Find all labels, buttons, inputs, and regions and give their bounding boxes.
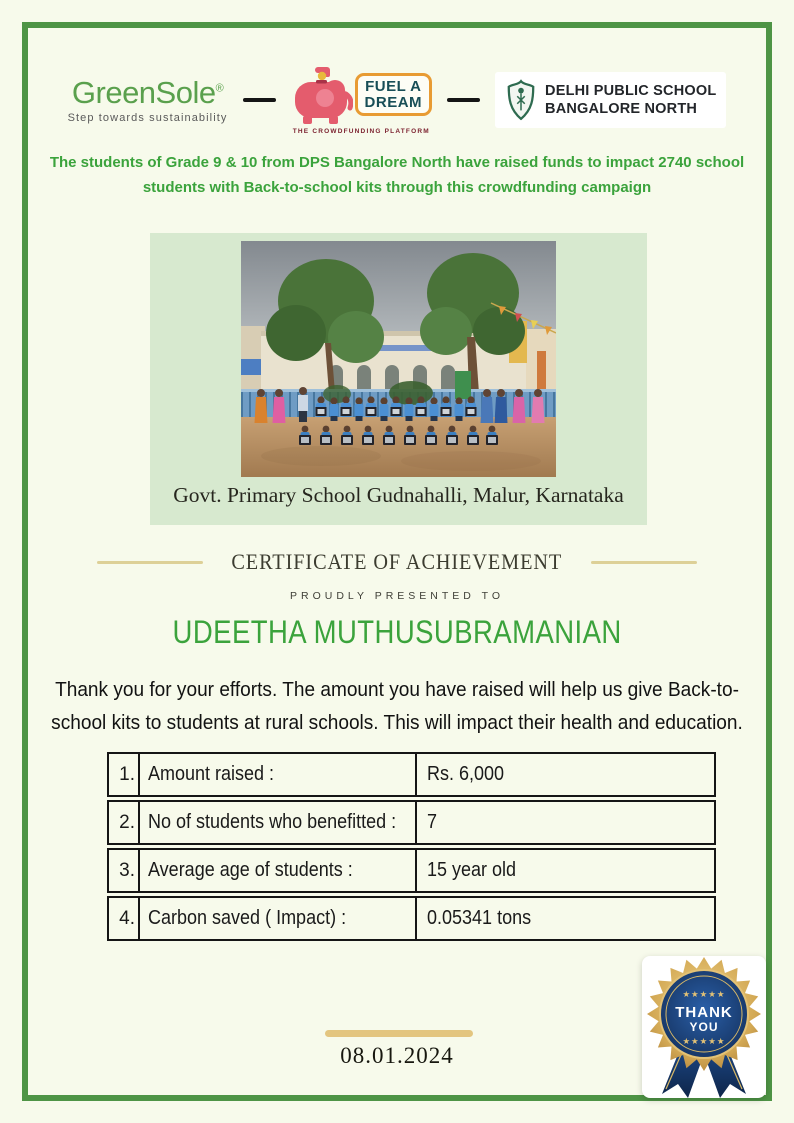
row-value: Rs. 6,000 xyxy=(427,763,505,785)
logo-separator-dash xyxy=(243,98,276,102)
certificate-title-row xyxy=(0,549,794,575)
fuel-a-dream-wordmark: FUEL A DREAM xyxy=(355,73,433,117)
logo-fuel-a-dream xyxy=(291,66,433,135)
piggy-elephant-icon xyxy=(291,66,353,124)
logo-separator-dash xyxy=(447,98,480,102)
title-rule-left xyxy=(97,561,203,564)
date-rule xyxy=(325,1030,473,1037)
row-label: Carbon saved ( Impact) : xyxy=(140,898,417,939)
row-label: Average age of students : xyxy=(140,850,417,891)
certificate-title: CERTIFICATE OF ACHIEVEMENT xyxy=(231,549,563,574)
row-number: 1. xyxy=(109,754,140,795)
badge-rosette-icon xyxy=(640,956,768,1102)
row-value: 15 year old xyxy=(427,859,517,881)
logo-greensole xyxy=(67,74,228,124)
certificate-date: 08.01.2024 xyxy=(340,1043,454,1068)
row-value: 0.05341 tons xyxy=(427,907,532,929)
row-number: 3. xyxy=(109,850,140,891)
badge-stars-bottom: ★★★★★ xyxy=(682,1036,726,1046)
row-value: 7 xyxy=(427,811,438,833)
campaign-headline: The students of Grade 9 & 10 from DPS Bangalore North have raised funds to impact 2740 school students with Back-to-school kits through this crowdfunding campaign xyxy=(49,154,745,196)
school-photo xyxy=(241,241,556,477)
table-row xyxy=(107,896,716,941)
dps-wordmark: DELHI PUBLIC SCHOOL BANGALORE NORTH xyxy=(545,82,717,117)
dps-crest-icon xyxy=(505,79,537,121)
row-label: Amount raised : xyxy=(140,754,417,795)
recipient-name: UDEETHA MUTHUSUBRAMANIAN xyxy=(172,614,622,650)
row-label: No of students who benefitted : xyxy=(140,802,417,843)
badge-stars-top: ★★★★★ xyxy=(682,989,726,999)
row-number: 2. xyxy=(109,802,140,843)
logo-dps xyxy=(495,72,726,128)
badge-text-thank: THANK xyxy=(675,1004,733,1021)
badge-text-you: YOU xyxy=(689,1020,719,1034)
photo-panel xyxy=(150,233,647,525)
table-row xyxy=(107,848,716,893)
table-row xyxy=(107,752,716,797)
fuel-a-dream-tagline: THE CROWDFUNDING PLATFORM xyxy=(292,127,430,135)
presented-to-label: PROUDLY PRESENTED TO xyxy=(289,590,504,602)
logo-row xyxy=(36,56,758,144)
row-number: 4. xyxy=(109,898,140,939)
thank-you-message: Thank you for your efforts. The amount you have raised will help us give Back-to- school kits to students at rural schools. This will impact their health and education. xyxy=(51,678,743,735)
table-row xyxy=(107,800,716,845)
impact-table xyxy=(107,752,716,944)
registered-mark: ® xyxy=(215,82,224,95)
greensole-tagline: Step towards sustainability xyxy=(67,111,228,124)
greensole-wordmark: GreenSole® xyxy=(71,74,224,110)
photo-caption: Govt. Primary School Gudnahalli, Malur, Karnataka xyxy=(173,483,624,507)
title-rule-right xyxy=(591,561,697,564)
thank-you-badge xyxy=(642,956,766,1098)
